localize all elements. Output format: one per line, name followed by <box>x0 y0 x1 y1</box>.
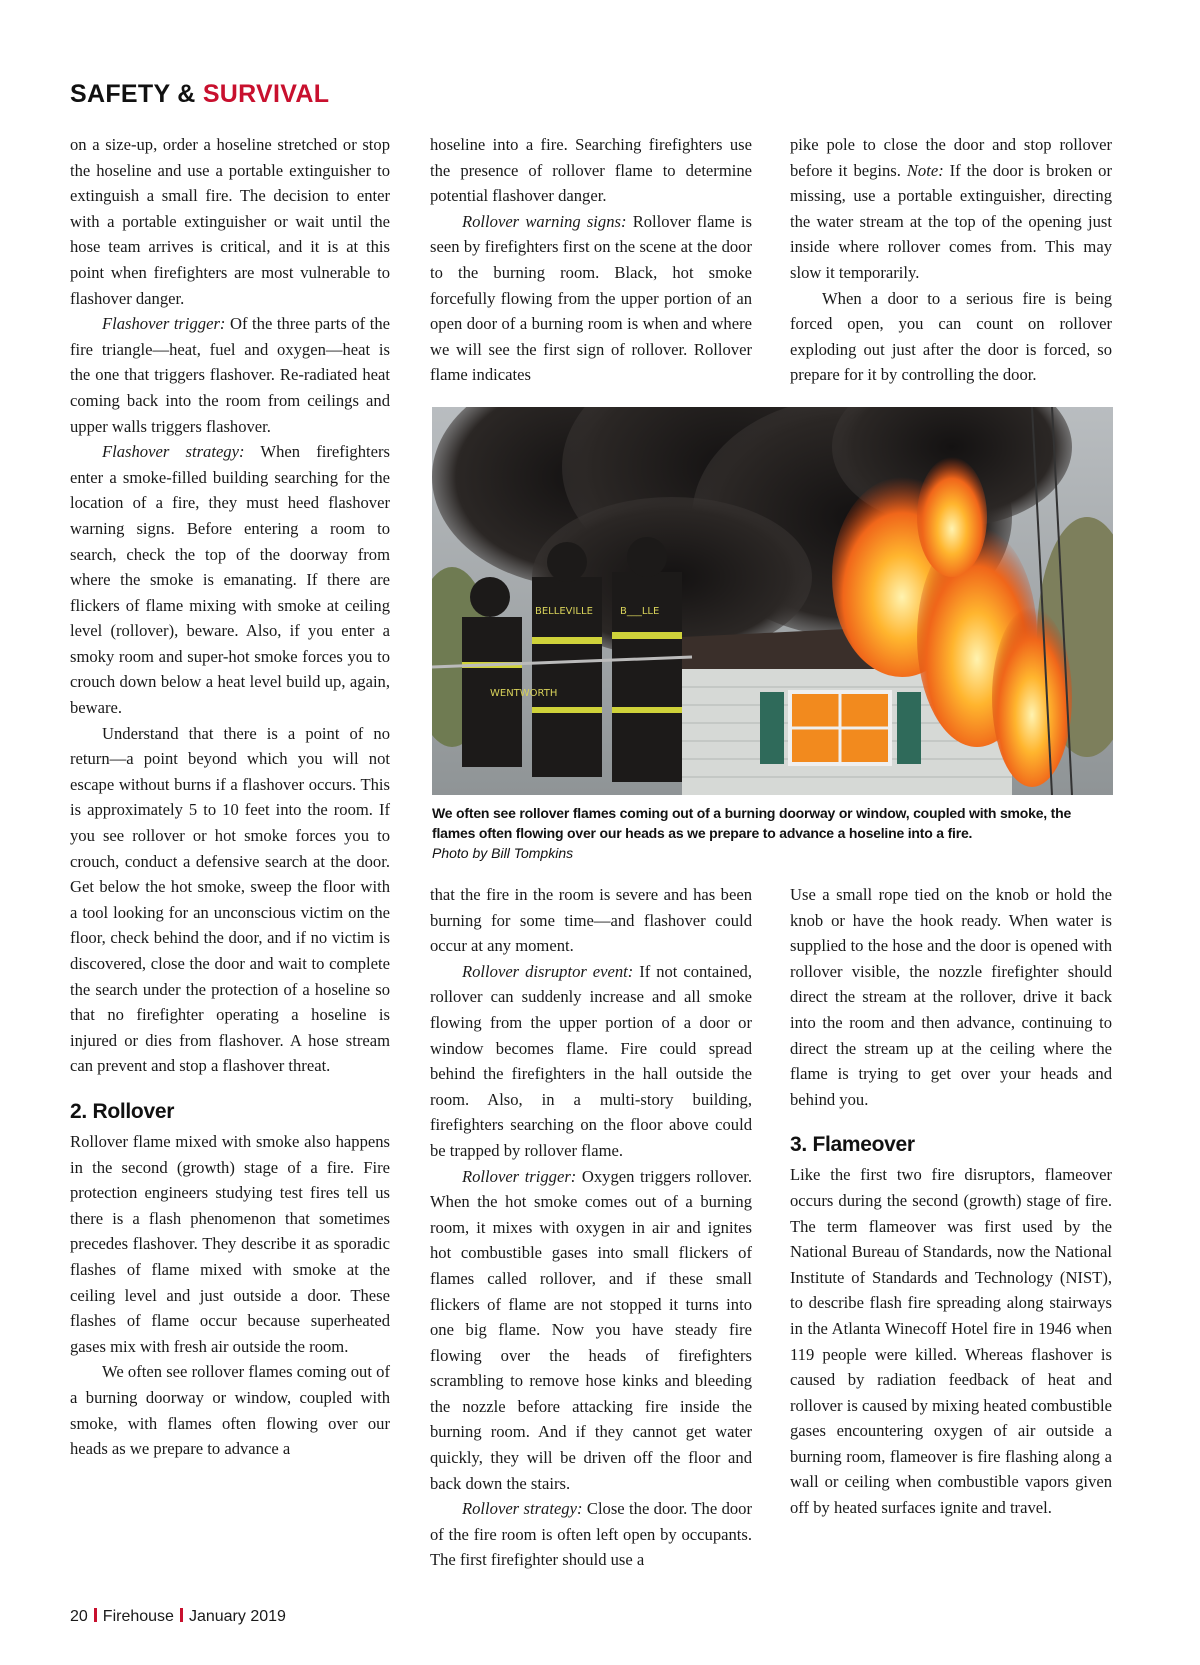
paragraph-text: pike pole to close the door and stop rollover before it begins. <box>790 135 1112 180</box>
section-heading-flameover: 3. Flameover <box>790 1133 915 1157</box>
paragraph-text: Rollover flame is seen by firefighters first on the scene at the door to the burning room. Black, hot smoke forcefully flowing from the upper portion of an open door of a burning room is when and where we will see the first sign of rollover. Rollover flame indicates <box>430 211 752 385</box>
paragraph-text: If the door is broken or missing, use a portable extinguisher, directing the water stream at the top of the opening just inside where rollover comes from. This may slow it temporarily. <box>790 160 1112 282</box>
run-in-heading: Rollover warning signs: <box>462 211 627 231</box>
column-2-top <box>430 132 752 388</box>
paragraph: that the fire in the room is severe and has been burning for some time—and flashover could occur at any moment. <box>430 885 752 956</box>
paragraph <box>70 311 390 439</box>
helmet-text-2: B___LLE <box>620 606 660 617</box>
column-1 <box>70 132 390 1462</box>
footer-separator <box>94 1608 97 1622</box>
paragraph: Like the first two fire disruptors, flameover occurs during the second (growth) stage of fire. The term flameover was first used by the National Bureau of Standards, now the National Institute of Standards and Technology (NIST), to describe flash fire spreading along stairways in the Atlanta Winecoff Hotel fire in 1946 when 119 people were killed. Whereas flashover is caused by radiation feedback of heat and rollover is caused by mixing heated combustible gases encountering oxygen of air outside a burning room, flameover is fire flashing along a wall or ceiling when combustible vapors given off by heated surfaces ignite and travel. <box>790 1165 1112 1518</box>
run-in-heading: Rollover strategy: <box>462 1499 583 1519</box>
paragraph <box>70 439 390 721</box>
page-footer <box>70 1608 286 1626</box>
photo-caption <box>432 803 1113 863</box>
column-3-top <box>790 132 1112 388</box>
page-number: 20 <box>70 1608 88 1625</box>
paragraph: on a size-up, order a hoseline stretched or stop the hoseline and use a portable extinguisher to extinguish a small fire. The decision to enter with a portable extinguisher or wait until the hose team arrives is critical, and it is at this point when firefighters are most vulnerable to flashover danger. <box>70 135 390 308</box>
note-label: Note: <box>906 160 944 180</box>
run-in-heading: Flashover trigger: <box>102 314 226 334</box>
run-in-heading: Rollover trigger: <box>462 1166 577 1186</box>
paragraph-text: If not contained, rollover can suddenly increase and all smoke flowing from the upper portion of a door or window becomes flame. Fire could spread behind the firefighters in the hall outside the room. Also, in a multi-story building, firefighters searching on the floor above could be trapped by rollover flame. <box>430 961 752 1160</box>
paragraph <box>430 1164 752 1497</box>
paragraph: Rollover flame mixed with smoke also happens in the second (growth) stage of a fire. Fire protection engineers studying test fires tell us there is a flash phenomenon that sometimes precedes flashover. They describe it as sporadic flashes of flame mixed with smoke at the ceiling level and just outside a door. These flashes of flame occur because superheated gases mix with fresh air outside the room. <box>70 1131 390 1356</box>
issue-date: January 2019 <box>188 1608 286 1625</box>
column-2-bottom <box>430 882 752 1573</box>
fire-photo <box>432 407 1113 795</box>
caption-text: We often see rollover flames coming out of a burning doorway or window, coupled with smoke, the flames often flowing over our heads as we prepare to advance a hoseline into a fire. <box>432 805 1072 841</box>
column-3-bottom <box>790 882 1112 1521</box>
helmet-text: BELLEVILLE <box>535 606 593 617</box>
section-heading-rollover: 2. Rollover <box>70 1099 175 1123</box>
paragraph <box>430 1496 752 1573</box>
paragraph-text: When firefighters enter a smoke-filled building searching for the location of a fire, they must heed flashover warning signs. Before entering a room to search, check the top of the doorway from where the smoke is emanating. If there are flickers of flame mixing with smoke at ceiling level (rollover), beware. Also, if you enter a smoky room and super-hot smoke forces you to crouch down below a heat level build up, again, beware. <box>70 442 390 718</box>
paragraph: When a door to a serious fire is being forced open, you can count on rollover exploding out just after the door is forced, so prepare for it by controlling the door. <box>790 288 1112 385</box>
paragraph <box>430 209 752 388</box>
footer-separator <box>180 1608 183 1622</box>
magazine-name: Firehouse <box>102 1608 174 1625</box>
paragraph <box>790 132 1112 286</box>
coat-text: WENTWORTH <box>490 688 558 699</box>
section-label <box>70 80 329 109</box>
section-prefix: SAFETY & <box>70 80 196 108</box>
paragraph: Use a small rope tied on the knob or hold the knob or have the hook ready. When water is supplied to the hose and the door is opened with rollover visible, the nozzle firefighter should direct the stream at the rollover, drive it back into the room and then advance, continuing to direct the stream up at the ceiling where the flame is trying to get over your heads and behind you. <box>790 885 1112 1109</box>
paragraph <box>430 959 752 1164</box>
run-in-heading: Rollover disruptor event: <box>462 961 634 981</box>
paragraph-text: Of the three parts of the fire triangle—heat, fuel and oxygen—heat is the one that triggers flashover. Re-radiated heat coming back into the room from ceilings and upper walls triggers flashover. <box>70 314 390 436</box>
run-in-heading: Flashover strategy: <box>102 442 245 462</box>
paragraph-text: Close the door. The door of the fire room is often left open by occupants. The first firefighter should use a <box>430 1499 752 1570</box>
paragraph-text: Oxygen triggers rollover. When the hot smoke comes out of a burning room, it mixes with oxygen in air and ignites hot combustible gases into small flickers of flames called rollover, and if these small flickers of flame are not stopped it turns into one big flame. Now you have steady fire flowing over the heads of firefighters scrambling to remove hose kinks and bleeding the nozzle before attacking fire inside the burning room. And if they cannot get water quickly, they will be driven off the floor and back down the stairs. <box>430 1166 752 1493</box>
photo-credit: Photo by Bill Tompkins <box>432 845 574 861</box>
section-accent: SURVIVAL <box>202 80 330 108</box>
paragraph: We often see rollover flames coming out of a burning doorway or window, coupled with smoke, with flames often flowing over our heads as we prepare to advance a <box>70 1362 390 1459</box>
paragraph: Understand that there is a point of no return—a point beyond which you will not escape without burns if a flashover occurs. This is approximately 5 to 10 feet into the room. If you see rollover or hot smoke forces you to crouch, conduct a defensive search at the door. Get below the hot smoke, sweep the floor with a tool looking for an unconscious victim on the floor, check behind the door, and if no victim is discovered, close the door and wait to complete the search under the protection of a hoseline so that no firefighter operating a hoseline is injured or dies from flashover. A hose stream can prevent and stop a flashover threat. <box>70 723 390 1076</box>
paragraph: hoseline into a fire. Searching firefighters use the presence of rollover flame to determine potential flashover danger. <box>430 135 752 206</box>
